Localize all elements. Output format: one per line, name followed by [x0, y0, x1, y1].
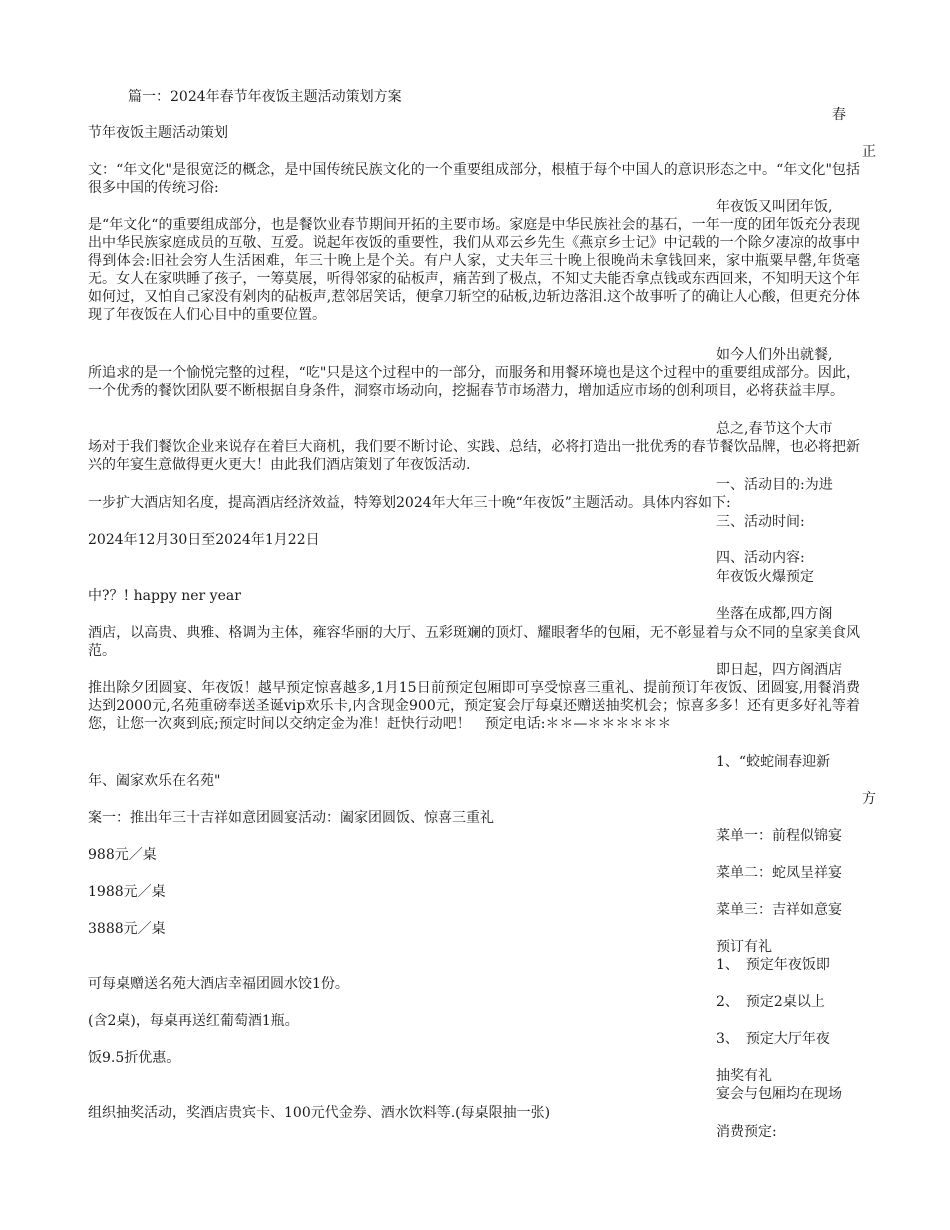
document-heading: 篇一：2024年春节年夜饭主题活动策划方案: [128, 89, 402, 105]
menu-two-price: 1988元／桌: [88, 884, 166, 900]
lottery-heading: 抽奖有礼: [716, 1068, 772, 1084]
menu-one-price: 988元／桌: [88, 847, 157, 863]
menu-three-price: 3888元／桌: [88, 921, 166, 937]
gift-one-text: 可每桌赠送名苑大酒店幸福团圆水饺1份。: [88, 976, 349, 992]
paragraph-jinru: 所追求的是一个愉悦完整的过程，“吃"只是这个过程中的一部分，而服务和用餐环境也是这个过程中的重要组成部分。因此，一个优秀的餐饮团队要不断根据自身条件，洞察市场动向，挖掘春节市场潜力，增加适应市场的创利项目，必将获益丰厚。: [88, 365, 860, 399]
gift-three-lead: 3、 预定大厅年夜: [716, 1031, 830, 1047]
menu-two: 菜单二：蛇凤呈祥宴: [716, 865, 842, 881]
gift-two-text: (含2桌)，每桌再送红葡萄酒1瓶。: [88, 1013, 299, 1029]
paragraph-zongzhi: 场对于我们餐饮企业来说存在着巨大商机，我们要不断讨论、实践、总结，必将打造出一批优秀的春节餐饮品牌，也必将把新兴的年宴生意做得更火更大！由此我们酒店策划了年夜饭活动.: [88, 439, 860, 473]
booking-heading: 年夜饭火爆预定: [716, 569, 814, 585]
lead-jinru: 如今人们外出就餐,: [716, 347, 833, 363]
paragraph-nianyefan: 是“年文化“的重要组成部分，也是餐饮业春节期间开拓的主要市场。家庭是中华民族社会的基石，一年一度的团年饭充分表现出中华民族家庭成员的互敬、互爱。说起年夜饭的重要性，我们从邓云乡先生《燕京乡士记》中记载的一个除夕凄凉的故事中得到体会:旧社会穷人生活困难，年三十晚上是个关。有户人家，丈夫年三十晚上很晚尚未拿钱回来，家中瓶粟早罄,年货毫无。女人在家哄睡了孩子，一筹莫展，听得邻家的砧板声，痛苦到了极点，不知丈夫能否拿点钱或东西回来，不知明天这个年如何过，又怕自己家没有剁肉的砧板声,惹邻居笑话，便拿刀斩空的砧板,边斩边落泪.这个故事听了的确让人心酸，但更充分体现了年夜饭在人们心目中的重要位置。: [88, 217, 860, 323]
lead-jiri: 即日起，四方阁酒店: [716, 662, 842, 678]
gift-one-lead: 1、 预定年夜饭即: [716, 957, 830, 973]
theme-lead: 1、“蛟蛇闹春迎新: [716, 754, 831, 770]
lead-zuoluo: 坐落在成都,四方阁: [716, 606, 833, 622]
lottery-lead: 宴会与包厢均在现场: [716, 1086, 842, 1102]
fragment-fang: 方: [862, 791, 876, 807]
lead-zongzhi: 总之,春节这个大市: [716, 421, 833, 437]
theme-continued: 年、阖家欢乐在名苑": [88, 773, 221, 789]
greeting-line: 中?？! happy ner year: [88, 588, 241, 604]
section-content-heading: 四、活动内容:: [716, 550, 805, 566]
section-purpose-text: 一步扩大酒店知名度，提高酒店经济效益，特筹划2024年大年三十晚“年夜饭”主题活动。具体内容如下:: [88, 495, 731, 511]
section-purpose-lead: 一、活动目的:为进: [716, 477, 833, 493]
menu-one: 菜单一：前程似锦宴: [716, 828, 842, 844]
booking-gift-heading: 预订有礼: [716, 939, 772, 955]
lead-nianyefan: 年夜饭又叫团年饭,: [716, 199, 833, 215]
document-subtitle: 节年夜饭主题活动策划: [88, 125, 228, 141]
plan-one-text: 案一：推出年三十吉祥如意团圆宴活动：阖家团圆饭、惊喜三重礼: [88, 810, 494, 826]
paragraph-intro: 文：“年文化"是很宽泛的概念，是中国传统民族文化的一个重要组成部分，根植于每个中国人的意识形态之中。“年文化"包括很多中国的传统习俗:: [88, 162, 860, 196]
gift-two-lead: 2、 预定2桌以上: [716, 994, 825, 1010]
paragraph-hotel: 酒店，以高贵、典雅、格调为主体，雍容华丽的大厅、五彩斑斓的顶灯、耀眼奢华的包厢，无不彰显着与众不同的皇家美食风范。: [88, 625, 860, 659]
consumption-booking-heading: 消费预定:: [716, 1124, 777, 1140]
gift-three-text: 饭9.5折优惠。: [88, 1050, 181, 1066]
heading-fragment-chun: 春: [832, 107, 846, 123]
lottery-text: 组织抽奖活动，奖酒店贵宾卡、100元代金券、酒水饮料等.(每桌限抽一张): [88, 1105, 551, 1121]
paragraph-promo: 推出除夕团圆宴、年夜饭！越早预定惊喜越多,1月15日前预定包厢即可享受惊喜三重礼、提前预订年夜饭、团圆宴,用餐消费达到2000元,名苑重磅奉送圣诞vip欢乐卡,内含现金900元，预定宴会厅每桌还赠送抽奖机会；惊喜多多！还有更多好礼等着您，让您一次爽到底;预定时间以交纳定金为准！赶快行动吧！ 预定电话:＊＊—＊＊＊＊＊＊: [88, 680, 860, 732]
menu-three: 菜单三：吉祥如意宴: [716, 902, 842, 918]
event-date-range: 2024年12月30日至2024年1月22日: [88, 532, 320, 548]
fragment-zheng: 正: [862, 144, 876, 160]
section-time-heading: 三、活动时间:: [716, 514, 805, 530]
